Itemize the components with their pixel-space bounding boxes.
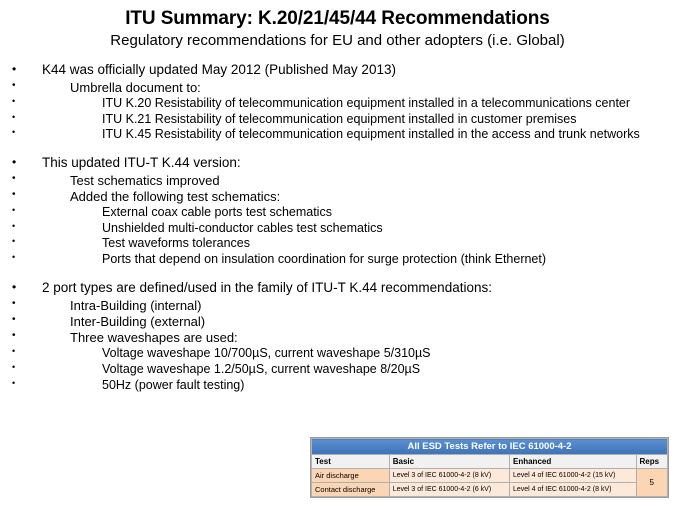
- list-item: [12, 314, 665, 330]
- table-row: [312, 469, 668, 483]
- table-caption: All ESD Tests Refer to IEC 61000-4-2: [312, 439, 668, 455]
- column-header-test: Test: [312, 455, 390, 469]
- cell-test: Contact discharge: [312, 483, 390, 497]
- bullet-icon: •: [12, 127, 16, 138]
- list-item: [12, 378, 665, 394]
- list-item: [12, 221, 665, 237]
- bullet-icon: •: [12, 79, 16, 91]
- list-item: [12, 127, 665, 143]
- list-item-text: 50Hz (power fault testing): [102, 377, 245, 392]
- bullet-icon: •: [12, 279, 17, 294]
- list-item: [12, 298, 665, 314]
- list-item-text: Voltage waveshape 1.2/50µS, current waveshape 8/20µS: [102, 361, 421, 376]
- bullet-list: [12, 62, 665, 393]
- list-item: [12, 173, 665, 189]
- spacer: [12, 268, 665, 280]
- list-item-text: Ports that depend on insulation coordination for surge protection (think Ethernet): [102, 252, 547, 267]
- table-header-row: [312, 455, 668, 469]
- cell-test: Air discharge: [312, 469, 390, 483]
- page-subtitle: Regulatory recommendations for EU and other adopters (i.e. Global): [110, 31, 565, 49]
- list-item-text: Umbrella document to:: [70, 79, 201, 95]
- list-item: [12, 80, 665, 96]
- column-header-basic: Basic: [389, 455, 509, 469]
- list-item-text: K44 was officially updated May 2012 (Published May 2013): [42, 61, 396, 77]
- list-item: [12, 189, 665, 205]
- list-item-text: External coax cable ports test schematics: [102, 205, 332, 220]
- list-item-text: ITU K.45 Resistability of telecommunication equipment installed in the access and trunk networks: [102, 127, 640, 142]
- list-item: [12, 236, 665, 252]
- list-item-text: Added the following test schematics:: [70, 188, 281, 204]
- bullet-icon: •: [12, 297, 16, 309]
- cell-enhanced: Level 4 of IEC 61000-4-2 (8 kV): [510, 483, 637, 497]
- column-header-enhanced: Enhanced: [510, 455, 637, 469]
- table-row: [312, 483, 668, 497]
- list-item: [12, 330, 665, 346]
- list-item-text: ITU K.21 Resistability of telecommunication equipment installed in customer premises: [102, 111, 577, 126]
- bullet-icon: •: [12, 330, 16, 342]
- list-item: [12, 62, 665, 79]
- list-item-text: Inter-Building (external): [70, 313, 206, 329]
- table: [311, 438, 668, 497]
- column-header-reps: Reps: [636, 455, 667, 469]
- bullet-icon: •: [12, 313, 16, 325]
- bullet-icon: •: [12, 188, 16, 200]
- bullet-icon: •: [12, 205, 16, 216]
- list-item-text: Unshielded multi-conductor cables test schematics: [102, 220, 383, 235]
- page-title: ITU Summary: K.20/21/45/44 Recommendations: [125, 8, 550, 29]
- list-item-text: ITU K.20 Resistability of telecommunication equipment installed in a telecommunications center: [102, 95, 631, 110]
- list-item-text: Intra-Building (internal): [70, 297, 202, 313]
- list-item-text: Test waveforms tolerances: [102, 236, 250, 251]
- bullet-body: [0, 62, 675, 393]
- list-item: [12, 252, 665, 268]
- title-block: [0, 0, 675, 50]
- list-item: [12, 112, 665, 128]
- list-item: [12, 205, 665, 221]
- cell-basic: Level 3 of IEC 61000-4-2 (6 kV): [389, 483, 509, 497]
- spacer: [12, 143, 665, 155]
- bullet-icon: •: [12, 154, 17, 169]
- bullet-icon: •: [12, 361, 16, 372]
- list-item-text: Test schematics improved: [70, 172, 220, 188]
- cell-enhanced: Level 4 of IEC 61000-4-2 (15 kV): [510, 469, 637, 483]
- bullet-icon: •: [12, 61, 17, 76]
- cell-reps: 5: [636, 469, 667, 497]
- bullet-icon: •: [12, 111, 16, 122]
- cell-basic: Level 3 of IEC 61000-4-2 (8 kV): [389, 469, 509, 483]
- list-item: [12, 362, 665, 378]
- list-item-text: Voltage waveshape 10/700µS, current waveshape 5/310µS: [102, 346, 431, 361]
- list-item-text: 2 port types are defined/used in the family of ITU-T K.44 recommendations:: [42, 279, 492, 295]
- bullet-icon: •: [12, 220, 16, 231]
- table-caption-row: [312, 439, 668, 455]
- bullet-icon: •: [12, 95, 16, 106]
- list-item-text: This updated ITU-T K.44 version:: [42, 154, 241, 170]
- list-item: [12, 346, 665, 362]
- bullet-icon: •: [12, 236, 16, 247]
- list-item: [12, 155, 665, 172]
- list-item: [12, 96, 665, 112]
- list-item-text: Three waveshapes are used:: [70, 330, 238, 346]
- esd-test-table: [310, 437, 669, 498]
- bullet-icon: •: [12, 252, 16, 263]
- bullet-icon: •: [12, 172, 16, 184]
- bullet-icon: •: [12, 346, 16, 357]
- list-item: [12, 280, 665, 297]
- bullet-icon: •: [12, 377, 16, 388]
